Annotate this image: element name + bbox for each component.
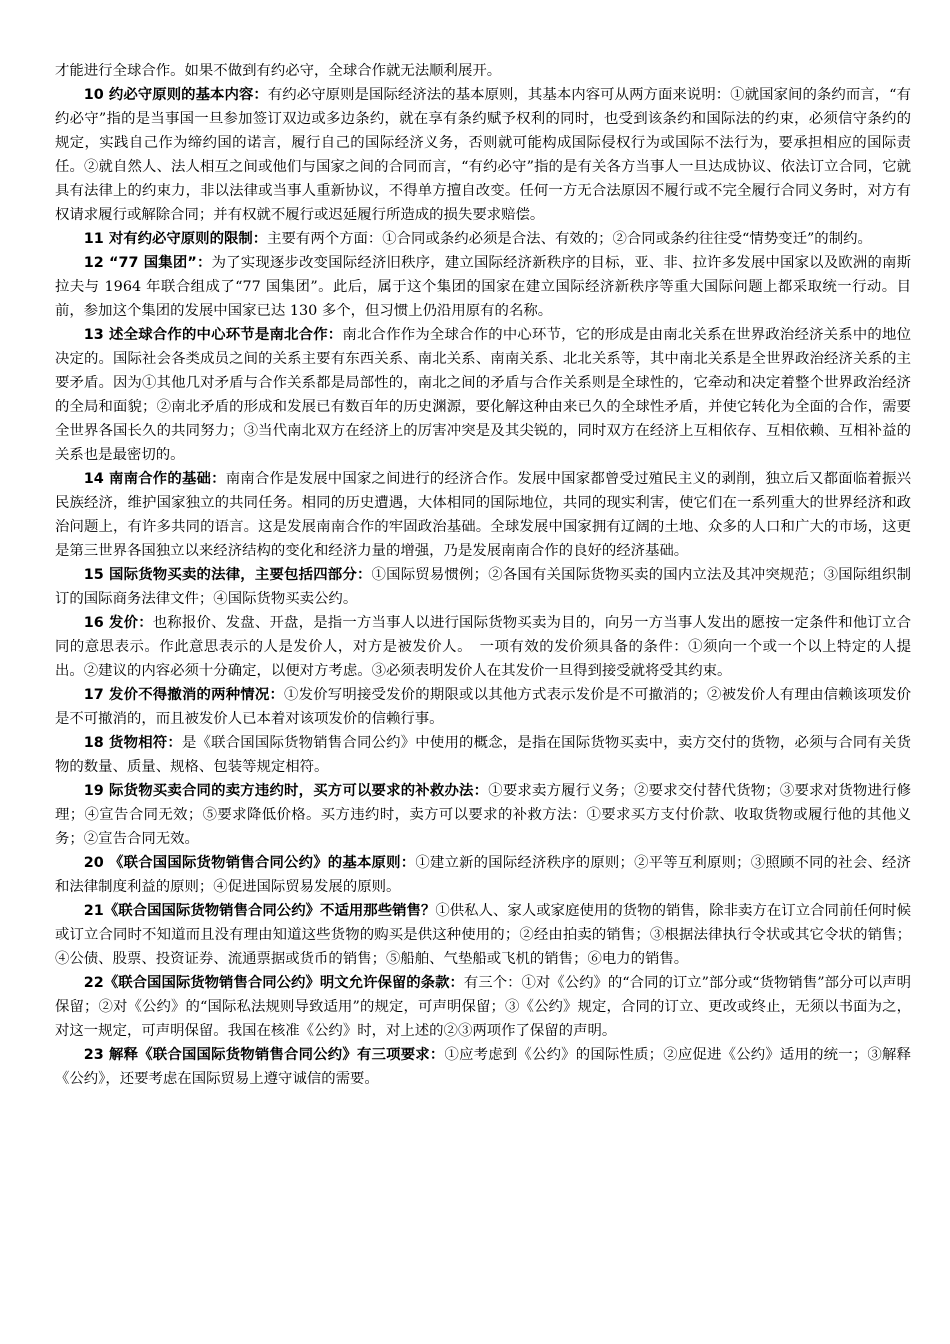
paragraph-heading: 13 述全球合作的中心环节是南北合作：	[83, 327, 343, 343]
paragraph-body: 也称报价、发盘、开盘，是指一方当事人以进行国际货物买卖为目的，向另一方当事人发出的愿按一定条件和他订立合同的意思表示。作此意思表示的人是发价人，对方是被发价人。 一项有效的发价须具备的条件：①须向一个或一个以上特定的人提出。②建议的内容必须十分确定，以便对方考虑。③必须表明发价人在其发价一旦得到接受就将受其约束。	[55, 615, 911, 679]
paragraph-body: 有约必守原则是国际经济法的基本原则，其基本内容可从两方面来说明：①就国家间的条约而言，“有约必守”指的是当事国一旦参加签订双边或多边条约，就在享有条约赋予权利的同时，也受到该条约和国际法的约束，必须信守条约的规定，实践自己作为缔约国的诺言，履行自己的国际经济义务，否则就可能构成国际侵权行为或国际不法行为，要承担相应的国际责任。②就自然人、法人相互之间或他们与国家之间的合同而言，“有约必守”指的是有关各方当事人一旦达成协议、依法订立合同，它就具有法律上的约束力，非以法律或当事人重新协议，不得单方擅自改变。任何一方无合法原因不履行或不完全履行合同义务时，对方有权请求履行或解除合同；并有权就不履行或迟延履行所造成的损失要求赔偿。	[55, 87, 911, 223]
paragraph-body: ①建立新的国际经济秩序的原则；②平等互利原则；③照顾不同的社会、经济和法律制度利益的原则；④促进国际贸易发展的原则。	[55, 855, 911, 895]
paragraph-19	[55, 779, 911, 851]
paragraph-heading: 20 《联合国国际货物销售合同公约》的基本原则：	[83, 855, 416, 871]
paragraph-body: 是《联合国国际货物销售合同公约》中使用的概念，是指在国际货物买卖中，卖方交付的货物，必须与合同有关货物的数量、质量、规格、包装等规定相符。	[55, 735, 911, 775]
paragraph-body: 才能进行全球合作。如果不做到有约必守，全球合作就无法顺利展开。	[55, 63, 502, 79]
paragraph-body: ①应考虑到《公约》的国际性质；②应促进《公约》适用的统一；③解释《公约》，还要考虑在国际贸易上遵守诚信的需要。	[55, 1047, 911, 1087]
paragraph-23	[55, 1043, 911, 1091]
paragraph-16	[55, 611, 911, 683]
paragraph-13	[55, 323, 911, 467]
paragraph-body: 南南合作是发展中国家之间进行的经济合作。发展中国家都曾受过殖民主义的剥削，独立后又都面临着振兴民族经济，维护国家独立的共同任务。相同的历史遭遇，大体相同的国际地位，共同的现实利害，使它们在一系列重大的世界经济和政治问题上，有许多共同的语言。这是发展南南合作的牢固政治基础。全球发展中国家拥有辽阔的土地、众多的人口和广大的市场，这更是第三世界各国独立以来经济结构的变化和经济力量的增强，乃是发展南南合作的良好的经济基础。	[55, 471, 911, 559]
paragraph-body: 主要有两个方面：①合同或条约必须是合法、有效的；②合同或条约往往受“情势变迁”的制约。	[267, 231, 872, 247]
paragraph-21	[55, 899, 911, 971]
paragraph-heading: 15 国际货物买卖的法律，主要包括四部分：	[83, 567, 372, 583]
paragraph-heading: 17 发价不得撤消的两种情况：	[83, 687, 285, 703]
paragraph-body: ①供私人、家人或家庭使用的货物的销售，除非卖方在订立合同前任何时候或订立合同时不知道而且没有理由知道这些货物的购买是供这种使用的；②经由拍卖的销售；③根据法律执行令状或其它令状的销售；④公债、股票、投资证券、流通票据或货币的销售；⑤船舶、气垫船或飞机的销售；⑥电力的销售。	[55, 903, 911, 967]
paragraph-continuation	[55, 59, 911, 83]
paragraph-heading: 12 “77 国集团”：	[83, 255, 212, 271]
paragraph-12	[55, 251, 911, 323]
paragraph-heading: 19 际货物买卖合同的卖方违约时，买方可以要求的补救办法：	[83, 783, 489, 799]
paragraph-heading: 18 货物相符：	[83, 735, 182, 751]
paragraph-20	[55, 851, 911, 899]
paragraph-body: 有三个：①对《公约》的“合同的订立”部分或“货物销售”部分可以声明保留；②对《公约》的“国际私法规则导致适用”的规定，可声明保留；③《公约》规定，合同的订立、更改或终止，无须以书面为之，对这一规定，可声明保留。我国在核准《公约》时，对上述的②③两项作了保留的声明。	[55, 975, 912, 1039]
paragraph-body: ①国际贸易惯例；②各国有关国际货物买卖的国内立法及其冲突规范；③国际组织制订的国际商务法律文件；④国际货物买卖公约。	[55, 567, 911, 607]
paragraph-heading: 23 解释《联合国国际货物销售合同公约》有三项要求：	[83, 1047, 445, 1063]
paragraph-15	[55, 563, 911, 611]
paragraph-17	[55, 683, 911, 731]
paragraph-body: 为了实现逐步改变国际经济旧秩序，建立国际经济新秩序的目标，亚、非、拉许多发展中国家以及欧洲的南斯拉夫与 1964 年联合组成了“77 国集团”。此后，属于这个集团的国家在建立国际经济新秩序等重大国际问题上都采取统一行动。目前，参加这个集团的发展中国家已达 130 多个，但习惯上仍沿用原有的名称。	[55, 255, 911, 319]
paragraph-14	[55, 467, 911, 563]
paragraph-heading: 16 发价：	[83, 615, 153, 631]
paragraph-body: ①发价写明接受发价的期限或以其他方式表示发价是不可撤消的；②被发价人有理由信赖该项发价是不可撤消的，而且被发价人已本着对该项发价的信赖行事。	[55, 687, 911, 727]
paragraph-22	[55, 971, 911, 1043]
paragraph-heading: 10 约必守原则的基本内容：	[83, 87, 268, 103]
paragraph-11	[55, 227, 911, 251]
paragraph-body: 南北合作作为全球合作的中心环节，它的形成是由南北关系在世界政治经济关系中的地位决定的。国际社会各类成员之间的关系主要有东西关系、南北关系、南南关系、北北关系等，其中南北关系是全世界政治经济关系的主要矛盾。因为①其他几对矛盾与合作关系都是局部性的，南北之间的矛盾与合作关系则是全球性的，它牵动和决定着整个世界政治经济的全局和面貌；②南北矛盾的形成和发展已有数百年的历史渊源，要化解这种由来已久的全球性矛盾，并使它转化为全面的合作，需要全世界各国长久的共同努力；③当代南北双方在经济上的厉害冲突是及其尖锐的，同时双方在经济上互相依存、互相依赖、互相补益的关系也是最密切的。	[55, 327, 911, 463]
paragraph-10	[55, 83, 911, 227]
paragraph-heading: 22《联合国国际货物销售合同公约》明文允许保留的条款：	[83, 975, 464, 991]
paragraph-heading: 14 南南合作的基础：	[83, 471, 226, 487]
paragraph-18	[55, 731, 911, 779]
paragraph-body: ①要求卖方履行义务；②要求交付替代货物；③要求对货物进行修理；④宣告合同无效；⑤要求降低价格。买方违约时，卖方可以要求的补救方法：①要求买方支付价款、收取货物或履行他的其他义务；②宣告合同无效。	[55, 783, 911, 847]
paragraph-heading: 21《联合国国际货物销售合同公约》不适用那些销售？	[83, 903, 436, 919]
paragraph-heading: 11 对有约必守原则的限制：	[83, 231, 268, 247]
